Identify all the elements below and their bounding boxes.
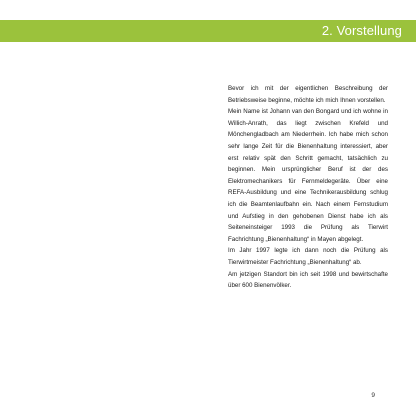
body-text: [228, 83, 388, 292]
paragraph-master-exam: Im Jahr 1997 legte ich dann noch die Prüfung als Tierwirtmeister Fachrichtung „Bienenhaltung“ ab.: [228, 247, 388, 266]
paragraph-location: Am jetzigen Standort bin ich seit 1998 und bewirtschafte über 600 Bienenvölker.: [228, 270, 388, 290]
chapter-header-bar: [0, 20, 416, 42]
page-number: 9: [371, 392, 375, 399]
paragraph-biography: Mein Name ist Johann van den Bongard und ich wohne in Willich-Anrath, das liegt zwischen Krefeld und Mönchengladbach am Niederrhein. Ich habe mich schon sehr lange Zeit für die Bienenhaltung interessiert, aber erst relativ spät den Schritt gemacht, tatsächlich zu beginnen. Mein ursprünglicher Beruf ist der des Elektromechanikers für Fernmeldegeräte. Über eine REFA-Ausbildung und eine Technikerausbildung schlug ich die Beamtenlaufbahn ein. Nach einem Fernstudium und Aufstieg in den gehobenen Dienst habe ich als Seiteneinsteiger 1993 die Prüfung als Tierwirt Fachrichtung „Bienenhaltung“ in Mayen abgelegt.: [228, 108, 388, 243]
paragraph-intro: Bevor ich mit der eigentlichen Beschreibung der Betriebsweise beginne, möchte ich mich Ihnen vorstellen.: [228, 85, 388, 104]
chapter-title: 2. Vorstellung: [321, 23, 402, 38]
